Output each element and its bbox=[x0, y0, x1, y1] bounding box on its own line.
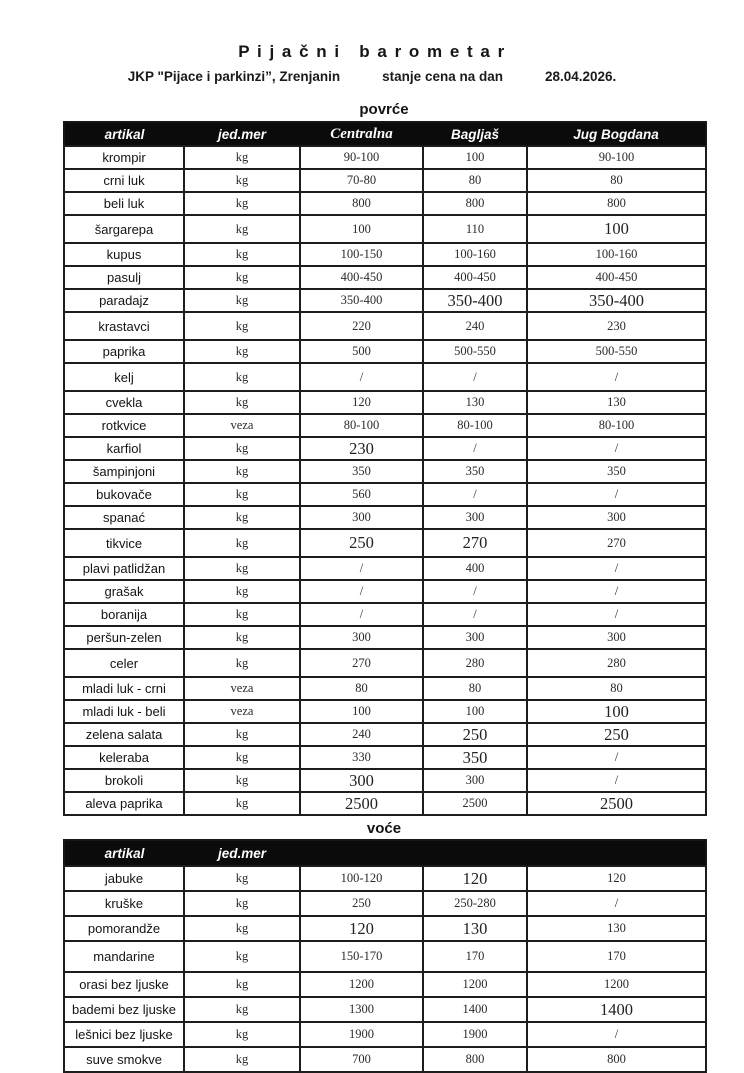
unit-cell: kg bbox=[184, 243, 300, 266]
price-cell: 130 bbox=[527, 391, 706, 414]
table-row bbox=[64, 941, 706, 972]
artikal-cell: grašak bbox=[64, 580, 184, 603]
price-cell: 250 bbox=[423, 723, 527, 746]
table-row bbox=[64, 866, 706, 891]
price-cell: 80-100 bbox=[527, 414, 706, 437]
price-cell: 300 bbox=[527, 506, 706, 529]
price-cell: 270 bbox=[423, 529, 527, 557]
table-row bbox=[64, 483, 706, 506]
unit-cell: kg bbox=[184, 266, 300, 289]
unit-cell: kg bbox=[184, 437, 300, 460]
price-cell: 560 bbox=[300, 483, 423, 506]
unit-cell: kg bbox=[184, 972, 300, 997]
artikal-cell: šampinjoni bbox=[64, 460, 184, 483]
artikal-cell: keleraba bbox=[64, 746, 184, 769]
price-cell: 100 bbox=[300, 215, 423, 243]
unit-cell: kg bbox=[184, 192, 300, 215]
povrce-section bbox=[0, 121, 744, 816]
price-cell: 2500 bbox=[300, 792, 423, 815]
unit-cell: kg bbox=[184, 723, 300, 746]
price-cell: / bbox=[527, 437, 706, 460]
price-cell: 1200 bbox=[527, 972, 706, 997]
column-header-blank bbox=[423, 840, 527, 866]
price-cell: 350 bbox=[423, 460, 527, 483]
price-cell: 350 bbox=[423, 746, 527, 769]
price-cell: 230 bbox=[527, 312, 706, 340]
table-row bbox=[64, 916, 706, 941]
price-cell: 1300 bbox=[300, 997, 423, 1022]
price-cell: / bbox=[527, 1022, 706, 1047]
table-row bbox=[64, 649, 706, 677]
artikal-cell: tikvice bbox=[64, 529, 184, 557]
price-cell: 500-550 bbox=[423, 340, 527, 363]
price-cell: 1900 bbox=[300, 1022, 423, 1047]
price-cell: 800 bbox=[527, 192, 706, 215]
table-row bbox=[64, 215, 706, 243]
table-row bbox=[64, 700, 706, 723]
price-cell: 100 bbox=[423, 700, 527, 723]
artikal-cell: rotkvice bbox=[64, 414, 184, 437]
unit-cell: kg bbox=[184, 941, 300, 972]
price-cell: 90-100 bbox=[527, 146, 706, 169]
table-row bbox=[64, 769, 706, 792]
price-cell: 400-450 bbox=[527, 266, 706, 289]
price-cell: 250 bbox=[527, 723, 706, 746]
artikal-cell: kelj bbox=[64, 363, 184, 391]
price-cell: 100 bbox=[527, 700, 706, 723]
artikal-cell: kruške bbox=[64, 891, 184, 916]
price-cell: 80 bbox=[527, 677, 706, 700]
table-row bbox=[64, 414, 706, 437]
unit-cell: kg bbox=[184, 169, 300, 192]
column-header-centralna: Centralna bbox=[300, 122, 423, 146]
table-row bbox=[64, 603, 706, 626]
artikal-cell: boranija bbox=[64, 603, 184, 626]
price-cell: 80 bbox=[423, 169, 527, 192]
price-cell: 110 bbox=[423, 215, 527, 243]
unit-cell: kg bbox=[184, 460, 300, 483]
artikal-cell: mladi luk - crni bbox=[64, 677, 184, 700]
price-cell: 1400 bbox=[423, 997, 527, 1022]
artikal-cell: crni luk bbox=[64, 169, 184, 192]
price-cell: 2500 bbox=[423, 792, 527, 815]
price-cell: 800 bbox=[423, 192, 527, 215]
table-row bbox=[64, 146, 706, 169]
price-cell: / bbox=[300, 363, 423, 391]
price-cell: 300 bbox=[423, 769, 527, 792]
unit-cell: kg bbox=[184, 146, 300, 169]
voce-section bbox=[0, 839, 744, 1073]
price-cell: 350 bbox=[527, 460, 706, 483]
unit-cell: kg bbox=[184, 557, 300, 580]
price-cell: 2500 bbox=[527, 792, 706, 815]
artikal-cell: celer bbox=[64, 649, 184, 677]
report-date: 28.04.2026. bbox=[544, 69, 617, 84]
price-cell: 80-100 bbox=[423, 414, 527, 437]
price-cell: 230 bbox=[300, 437, 423, 460]
price-cell: 250 bbox=[300, 891, 423, 916]
price-cell: 100-150 bbox=[300, 243, 423, 266]
price-cell: 270 bbox=[300, 649, 423, 677]
price-cell: 800 bbox=[300, 192, 423, 215]
price-cell: 100 bbox=[527, 215, 706, 243]
unit-cell: kg bbox=[184, 997, 300, 1022]
price-cell: 120 bbox=[527, 866, 706, 891]
price-cell: 100-120 bbox=[300, 866, 423, 891]
price-cell: 800 bbox=[527, 1047, 706, 1072]
table-row bbox=[64, 1022, 706, 1047]
unit-cell: kg bbox=[184, 649, 300, 677]
artikal-cell: brokoli bbox=[64, 769, 184, 792]
column-header-artikal: artikal bbox=[64, 840, 184, 866]
artikal-cell: mandarine bbox=[64, 941, 184, 972]
povrce-table bbox=[63, 121, 707, 816]
price-cell: / bbox=[527, 891, 706, 916]
artikal-cell: krompir bbox=[64, 146, 184, 169]
price-cell: 270 bbox=[527, 529, 706, 557]
price-cell: / bbox=[527, 746, 706, 769]
table-row bbox=[64, 243, 706, 266]
organization-name: JKP "Pijace i parkinzi”, Zrenjanin bbox=[127, 69, 341, 84]
price-cell: 170 bbox=[527, 941, 706, 972]
artikal-cell: aleva paprika bbox=[64, 792, 184, 815]
table-row bbox=[64, 340, 706, 363]
price-cell: 80 bbox=[300, 677, 423, 700]
column-header-jed-mer: jed.mer bbox=[184, 122, 300, 146]
column-header-jed-mer: jed.mer bbox=[184, 840, 300, 866]
table-row bbox=[64, 437, 706, 460]
status-label: stanje cena na dan bbox=[382, 69, 503, 84]
price-cell: 350-400 bbox=[423, 289, 527, 312]
artikal-cell: karfiol bbox=[64, 437, 184, 460]
price-cell: 100-160 bbox=[423, 243, 527, 266]
artikal-cell: šargarepa bbox=[64, 215, 184, 243]
price-cell: 400-450 bbox=[423, 266, 527, 289]
price-cell: 400 bbox=[423, 557, 527, 580]
price-cell: 100-160 bbox=[527, 243, 706, 266]
price-cell: 300 bbox=[300, 506, 423, 529]
artikal-cell: zelena salata bbox=[64, 723, 184, 746]
price-cell: 130 bbox=[527, 916, 706, 941]
artikal-cell: spanać bbox=[64, 506, 184, 529]
price-cell: / bbox=[527, 580, 706, 603]
price-cell: / bbox=[300, 603, 423, 626]
unit-cell: kg bbox=[184, 340, 300, 363]
price-cell: 800 bbox=[423, 1047, 527, 1072]
price-cell: 350-400 bbox=[300, 289, 423, 312]
table-row bbox=[64, 792, 706, 815]
document-subtitle bbox=[0, 69, 744, 84]
unit-cell: kg bbox=[184, 391, 300, 414]
price-cell: 280 bbox=[423, 649, 527, 677]
section-heading-voce: voće bbox=[366, 820, 402, 837]
price-cell: 1400 bbox=[527, 997, 706, 1022]
artikal-cell: peršun-zelen bbox=[64, 626, 184, 649]
price-cell: 170 bbox=[423, 941, 527, 972]
table-row bbox=[64, 506, 706, 529]
artikal-cell: bademi bez ljuske bbox=[64, 997, 184, 1022]
artikal-cell: cvekla bbox=[64, 391, 184, 414]
price-cell: 150-170 bbox=[300, 941, 423, 972]
table-row bbox=[64, 460, 706, 483]
artikal-cell: mladi luk - beli bbox=[64, 700, 184, 723]
price-cell: 400-450 bbox=[300, 266, 423, 289]
unit-cell: veza bbox=[184, 700, 300, 723]
table-row bbox=[64, 557, 706, 580]
unit-cell: kg bbox=[184, 580, 300, 603]
table-row bbox=[64, 312, 706, 340]
voce-table bbox=[63, 839, 707, 1073]
price-cell: 120 bbox=[423, 866, 527, 891]
page-title: P i j a č n i b a r o m e t a r bbox=[238, 42, 506, 61]
table-row bbox=[64, 391, 706, 414]
table-row bbox=[64, 677, 706, 700]
price-cell: / bbox=[527, 603, 706, 626]
unit-cell: kg bbox=[184, 891, 300, 916]
price-cell: 130 bbox=[423, 916, 527, 941]
price-cell: 100 bbox=[423, 146, 527, 169]
table-row bbox=[64, 192, 706, 215]
price-cell: 120 bbox=[300, 391, 423, 414]
price-cell: 80 bbox=[527, 169, 706, 192]
price-cell: / bbox=[527, 557, 706, 580]
artikal-cell: beli luk bbox=[64, 192, 184, 215]
table-row bbox=[64, 169, 706, 192]
table-row bbox=[64, 626, 706, 649]
price-cell: 100 bbox=[300, 700, 423, 723]
artikal-cell: pasulj bbox=[64, 266, 184, 289]
unit-cell: kg bbox=[184, 215, 300, 243]
column-header-baglja-: Bagljaš bbox=[423, 122, 527, 146]
price-cell: 300 bbox=[423, 506, 527, 529]
price-cell: / bbox=[527, 483, 706, 506]
price-cell: 220 bbox=[300, 312, 423, 340]
price-cell: 120 bbox=[300, 916, 423, 941]
artikal-cell: lešnici bez ljuske bbox=[64, 1022, 184, 1047]
unit-cell: kg bbox=[184, 769, 300, 792]
price-cell: 1900 bbox=[423, 1022, 527, 1047]
document-header bbox=[0, 0, 744, 84]
unit-cell: kg bbox=[184, 1047, 300, 1072]
price-cell: / bbox=[423, 483, 527, 506]
column-header-blank bbox=[527, 840, 706, 866]
price-cell: 250-280 bbox=[423, 891, 527, 916]
price-cell: 300 bbox=[527, 626, 706, 649]
price-cell: / bbox=[423, 603, 527, 626]
table-row bbox=[64, 266, 706, 289]
table-row bbox=[64, 891, 706, 916]
price-cell: 1200 bbox=[300, 972, 423, 997]
artikal-cell: suve smokve bbox=[64, 1047, 184, 1072]
unit-cell: kg bbox=[184, 866, 300, 891]
column-header-blank bbox=[300, 840, 423, 866]
price-cell: 330 bbox=[300, 746, 423, 769]
column-header-jug-bogdana: Jug Bogdana bbox=[527, 122, 706, 146]
price-cell: 350-400 bbox=[527, 289, 706, 312]
price-cell: / bbox=[300, 580, 423, 603]
unit-cell: kg bbox=[184, 746, 300, 769]
unit-cell: kg bbox=[184, 363, 300, 391]
price-cell: / bbox=[423, 437, 527, 460]
unit-cell: kg bbox=[184, 792, 300, 815]
price-cell: 70-80 bbox=[300, 169, 423, 192]
price-cell: 350 bbox=[300, 460, 423, 483]
table-row bbox=[64, 363, 706, 391]
table-row bbox=[64, 746, 706, 769]
price-cell: 90-100 bbox=[300, 146, 423, 169]
unit-cell: kg bbox=[184, 916, 300, 941]
table-row bbox=[64, 723, 706, 746]
unit-cell: kg bbox=[184, 483, 300, 506]
price-cell: 300 bbox=[423, 626, 527, 649]
price-cell: 250 bbox=[300, 529, 423, 557]
unit-cell: kg bbox=[184, 506, 300, 529]
price-cell: 130 bbox=[423, 391, 527, 414]
price-cell: / bbox=[300, 557, 423, 580]
table-row bbox=[64, 1047, 706, 1072]
unit-cell: kg bbox=[184, 626, 300, 649]
header-row bbox=[64, 122, 706, 146]
artikal-cell: paradajz bbox=[64, 289, 184, 312]
table-row bbox=[64, 580, 706, 603]
table-row bbox=[64, 289, 706, 312]
price-cell: 80 bbox=[423, 677, 527, 700]
artikal-cell: krastavci bbox=[64, 312, 184, 340]
artikal-cell: plavi patlidžan bbox=[64, 557, 184, 580]
price-cell: / bbox=[423, 363, 527, 391]
unit-cell: veza bbox=[184, 414, 300, 437]
price-cell: 300 bbox=[300, 626, 423, 649]
price-cell: 500-550 bbox=[527, 340, 706, 363]
column-header-artikal: artikal bbox=[64, 122, 184, 146]
artikal-cell: paprika bbox=[64, 340, 184, 363]
unit-cell: kg bbox=[184, 529, 300, 557]
artikal-cell: kupus bbox=[64, 243, 184, 266]
unit-cell: kg bbox=[184, 289, 300, 312]
price-cell: 240 bbox=[423, 312, 527, 340]
price-cell: / bbox=[527, 769, 706, 792]
table-row bbox=[64, 972, 706, 997]
header-row bbox=[64, 840, 706, 866]
table-row bbox=[64, 529, 706, 557]
price-cell: 80-100 bbox=[300, 414, 423, 437]
price-cell: 1200 bbox=[423, 972, 527, 997]
price-cell: 240 bbox=[300, 723, 423, 746]
artikal-cell: pomorandže bbox=[64, 916, 184, 941]
artikal-cell: bukovače bbox=[64, 483, 184, 506]
unit-cell: kg bbox=[184, 603, 300, 626]
artikal-cell: orasi bez ljuske bbox=[64, 972, 184, 997]
unit-cell: kg bbox=[184, 1022, 300, 1047]
price-cell: / bbox=[527, 363, 706, 391]
section-heading-povrce: povrće bbox=[359, 101, 409, 118]
artikal-cell: jabuke bbox=[64, 866, 184, 891]
unit-cell: kg bbox=[184, 312, 300, 340]
price-cell: 280 bbox=[527, 649, 706, 677]
price-cell: / bbox=[423, 580, 527, 603]
price-cell: 300 bbox=[300, 769, 423, 792]
table-row bbox=[64, 997, 706, 1022]
price-cell: 700 bbox=[300, 1047, 423, 1072]
unit-cell: veza bbox=[184, 677, 300, 700]
price-cell: 500 bbox=[300, 340, 423, 363]
